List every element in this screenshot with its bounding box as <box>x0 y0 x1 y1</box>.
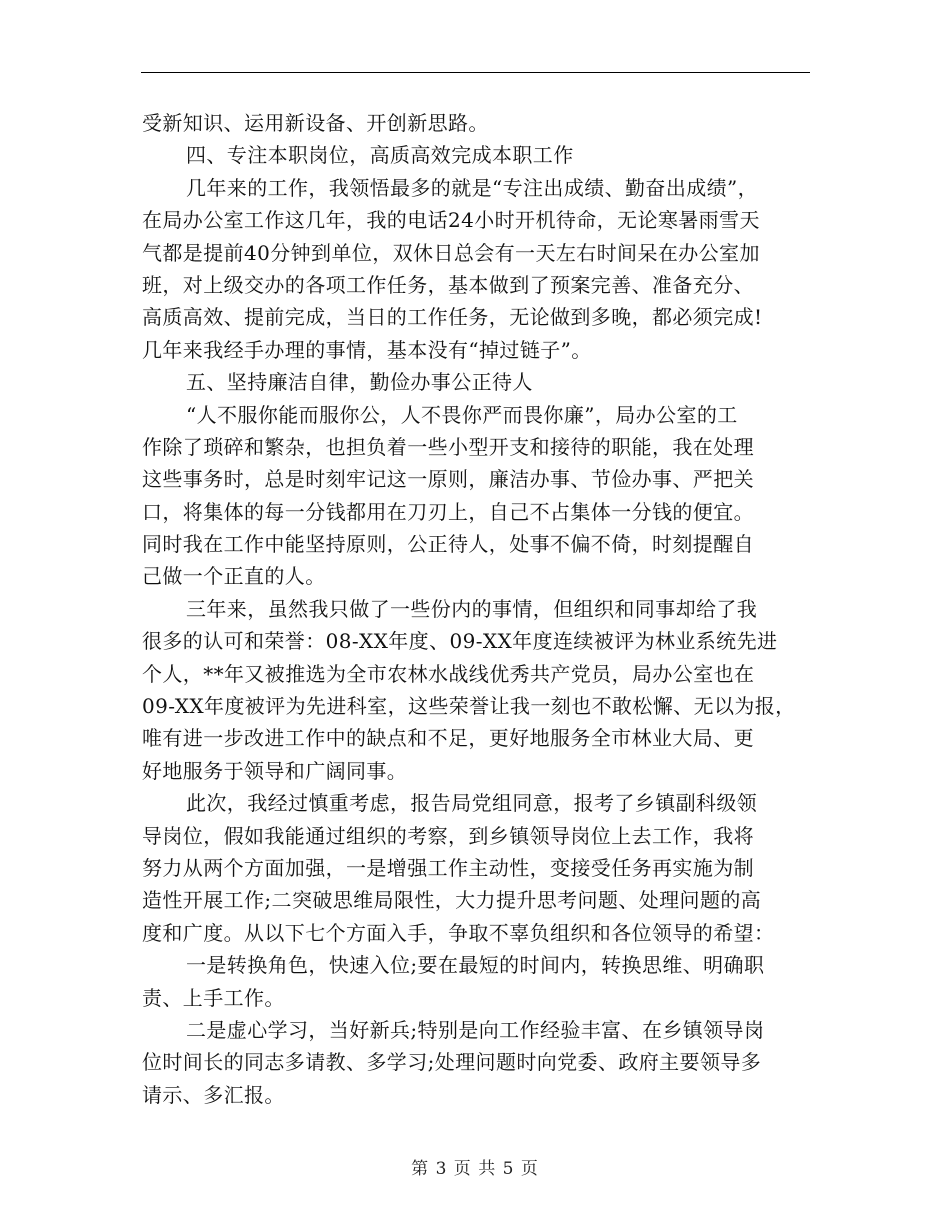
text-line: 口，将集体的每一分钱都用在刀刃上，自己不占集体一分钱的便宜。 <box>142 499 754 524</box>
text-line: 五、坚持廉洁自律，勤俭办事公正待人 <box>186 370 533 395</box>
text-line: 一是转换角色，快速入位;要在最短的时间内，转换思维、明确职 <box>186 953 765 978</box>
document-body <box>142 107 832 1111</box>
text-line: 很多的认可和荣誉：08-XX年度、09-XX年度连续被评为林业系统先进 <box>142 629 778 654</box>
text-line: 受新知识、运用新设备、开创新思路。 <box>142 111 489 135</box>
text-line: 请示、多汇报。 <box>142 1082 285 1107</box>
text-line: 作除了琐碎和繁杂，也担负着一些小型开支和接待的职能，我在处理 <box>142 434 754 459</box>
text-line: 09-XX年度被评为先进科室，这些荣誉让我一刻也不敢松懈、无以为报， <box>142 694 796 719</box>
text-line: 在局办公室工作这几年，我的电话24小时开机待命，无论寒暑雨雪天 <box>142 208 760 233</box>
text-line: 几年来的工作，我领悟最多的就是“专注出成绩、勤奋出成绩”， <box>186 175 759 200</box>
text-line: 同时我在工作中能坚持原则，公正待人，处事不偏不倚，时刻提醒自 <box>142 532 754 557</box>
text-line: 三年来，虽然我只做了一些份内的事情，但组织和同事却给了我 <box>186 596 758 621</box>
text-line: 高质高效、提前完成，当日的工作任务，无论做到多晚，都必须完成! <box>142 305 763 330</box>
text-line: 责、上手工作。 <box>142 985 285 1010</box>
page-number: 第 3 页 共 5 页 <box>411 1159 539 1179</box>
text-line: 此次，我经过慎重考虑，报告局党组同意，报考了乡镇副科级领 <box>186 791 758 816</box>
text-line: 度和广度。从以下七个方面入手，争取不辜负组织和各位领导的希望： <box>142 920 775 945</box>
header-rule <box>141 72 810 73</box>
text-line: 造性开展工作;二突破思维局限性，大力提升思考问题、处理问题的高 <box>142 888 762 913</box>
text-line: 班，对上级交办的各项工作任务，基本做到了预案完善、准备充分、 <box>142 272 754 297</box>
text-line: 这些事务时，总是时刻牢记这一原则，廉洁办事、节俭办事、严把关 <box>142 467 754 492</box>
text-line: 己做一个正直的人。 <box>142 564 326 589</box>
text-line: 个人，**年又被推选为全市农林水战线优秀共产党员，局办公室也在 <box>142 661 755 686</box>
text-line: 好地服务于领导和广阔同事。 <box>142 758 408 783</box>
text-line: 气都是提前40分钟到单位，双休日总会有一天左右时间呆在办公室加 <box>142 240 760 265</box>
text-line: 导岗位，假如我能通过组织的考察，到乡镇领导岗位上去工作，我将 <box>142 823 754 848</box>
text-line: 二是虚心学习，当好新兵;特别是向工作经验丰富、在乡镇领导岗 <box>186 1017 765 1042</box>
text-line: “人不服你能而服你公，人不畏你严而畏你廉”，局办公室的工 <box>186 402 738 427</box>
text-line: 唯有进一步改进工作中的缺点和不足，更好地服务全市林业大局、更 <box>142 726 754 751</box>
text-line: 位时间长的同志多请教、多学习;处理问题时向党委、政府主要领导多 <box>142 1050 762 1075</box>
text-line: 几年来我经手办理的事情，基本没有“掉过链子”。 <box>142 337 592 362</box>
text-line: 努力从两个方面加强，一是增强工作主动性，变接受任务再实施为制 <box>142 855 754 880</box>
text-line: 四、专注本职岗位，高质高效完成本职工作 <box>186 143 574 168</box>
